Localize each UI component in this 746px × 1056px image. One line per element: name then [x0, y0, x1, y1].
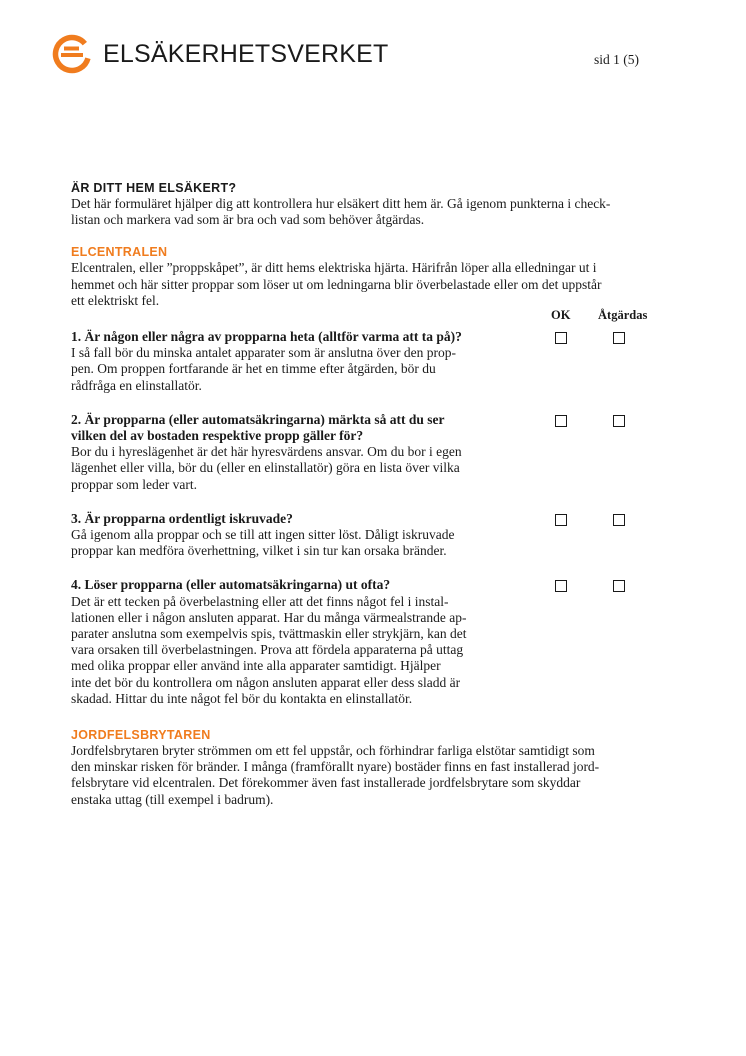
page-number: sid 1 (5) [594, 52, 639, 67]
elcentralen-section [71, 244, 683, 323]
checkbox-ok-2[interactable] [555, 415, 567, 427]
logo-text: ELSÄKERHETSVERKET [103, 39, 389, 68]
column-header-atgardas: Åtgärdas [598, 308, 648, 323]
checkbox-ok-4[interactable] [555, 580, 567, 592]
checkbox-ok-1[interactable] [555, 332, 567, 344]
elcentralen-title: ELCENTRALEN [71, 245, 168, 260]
jordfelsbrytaren-text: Jordfelsbrytaren bryter strömmen om ett fel uppstår, och förhindrar farliga elstötar samtidigt som den minskar risken för bränder. I många (framförallt nyare) bostäder finns en fast installerad jord- felsbrytare vid elcentralen. Det förekommer även fast installerade jordfelsbrytare som skyddar enstaka uttag (till exempel i badrum). [71, 743, 600, 807]
checkbox-atgardas-4[interactable] [613, 580, 625, 592]
elsakerhetsverket-logo-icon [52, 34, 92, 74]
checkbox-atgardas-2[interactable] [613, 415, 625, 427]
intro-section [71, 180, 683, 228]
checkbox-ok-3[interactable] [555, 514, 567, 526]
column-header-ok: OK [551, 308, 571, 323]
logo [52, 34, 388, 74]
checklist-item-4: 4. Löser propparna (eller automatsäkringarna) ut ofta? Det är ett tecken på överbelastning eller att det finns något fel i instal- lationen eller i någon ansluten apparat. Har du många värmealstrande ap- parater anslutna som exempelvis spis, tvättmaskin eller strykjärn, kan det vara orsaken till överbelastningen. Prova att fördela apparaterna på uttag med olika proppar eller använd inte alla apparater samtidigt. Hjälper inte det bör du kontrollera om någon ansluten apparat eller dess sladd är skadad. Hittar du inte något fel bör du kontakta en elinstallatör. [71, 577, 683, 707]
checklist-item-1: 1. Är någon eller några av propparna heta (alltför varma att ta på)? I så fall bör du minska antalet apparater som är anslutna över den prop- pen. Om proppen fortfarande är het en timme efter åtgärden, bör du rådfråga en elinstallatör. [71, 329, 683, 394]
checkbox-atgardas-3[interactable] [613, 514, 625, 526]
document-body [71, 180, 683, 824]
checklist-item-2: 2. Är propparna (eller automatsäkringarna) märkta så att du ser vilken del av bostaden respektive propp gäller för? Bor du i hyreslägenhet är det här hyresvärdens ansvar. Om du bor i egen lägenhet eller villa, bör du (eller en elinstallatör) göra en lista över vilka proppar som leder vart. [71, 412, 683, 493]
jordfelsbrytaren-section [71, 727, 683, 808]
intro-title: ÄR DITT HEM ELSÄKERT? [71, 181, 237, 195]
checklist-item-3: 3. Är propparna ordentligt iskruvade? Gå igenom alla proppar och se till att ingen sitter löst. Dåligt iskruvade proppar kan medföra överhettning, vilket i sin tur kan orsaka bränder. [71, 511, 683, 560]
intro-text: Det här formuläret hjälper dig att kontrollera hur elsäkert ditt hem är. Gå igenom punkterna i check- listan och markera vad som är bra och vad som behöver åtgärdas. [71, 196, 611, 228]
jordfelsbrytaren-title: JORDFELSBRYTAREN [71, 728, 211, 743]
checkbox-atgardas-1[interactable] [613, 332, 625, 344]
elcentralen-text: Elcentralen, eller ”proppskåpet”, är ditt hems elektriska hjärta. Härifrån löper alla elledningar ut i hemmet och här sitter proppar som löser ut om ledningarna blir överbelastade eller om det uppstår ett elektriskt fel. [71, 260, 602, 308]
